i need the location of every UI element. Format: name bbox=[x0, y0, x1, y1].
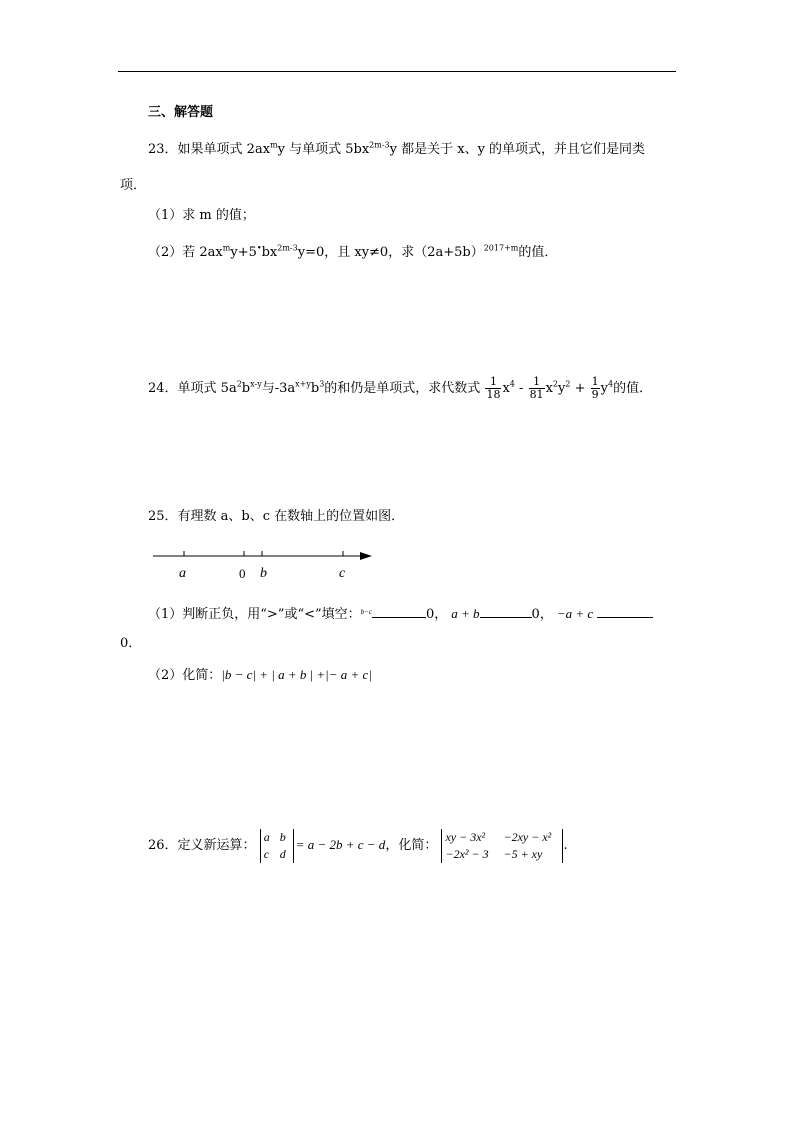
q23-line2: 项． bbox=[120, 178, 147, 193]
fraction-1-9: $\frac{1}{9}$ bbox=[591, 375, 599, 401]
q23-part1: （1）求 m 的值； bbox=[148, 208, 255, 223]
q26-line: 26．定义新运算： a b c d = a − 2b + c − d，化简： xy − 3x² −2xy − x² −2x² − 3 −5 + xy . bbox=[148, 829, 568, 861]
answer-blank-1[interactable] bbox=[372, 605, 426, 618]
q25-part1-end: 0． bbox=[120, 636, 142, 651]
determinant-definition: a b c d bbox=[260, 829, 294, 863]
answer-blank-3[interactable] bbox=[597, 605, 653, 618]
label-b: b bbox=[260, 566, 267, 581]
label-c: c bbox=[339, 566, 346, 581]
label-a: a bbox=[179, 566, 186, 581]
q23-part2: （2）若 $2ax^my+5^•bx^{2m-3}y=0$，且 xy≠0，求$(2a+5b)^{2017+m}$的值． bbox=[148, 243, 558, 260]
determinant-expression: xy − 3x² −2xy − x² −2x² − 3 −5 + xy bbox=[441, 829, 563, 863]
q23-line1: 23．如果单项式 $2ax^my$ 与单项式 $5bx^{2m-3}y$ 都是关于 x、y 的单项式，并且它们是同类 bbox=[148, 140, 646, 157]
label-zero: 0 bbox=[239, 566, 246, 581]
q25-part2: （2）化简：|b − c| + | a + b | +|− a + c| bbox=[148, 667, 372, 683]
answer-blank-2[interactable] bbox=[480, 605, 532, 618]
q25-part1: （1）判断正负，用“>”或“<”填空：$^{b-c}$ 0， a + b 0， −a + c bbox=[148, 603, 653, 624]
fraction-1-18: $\frac{1}{18}$ bbox=[486, 375, 501, 401]
header-rule bbox=[118, 71, 676, 72]
number-line bbox=[150, 546, 380, 586]
fraction-1-81: $\frac{1}{81}$ bbox=[529, 375, 544, 401]
number-line-arrow bbox=[360, 552, 372, 560]
q25-title: 25．有理数 a、b、c 在数轴上的位置如图． bbox=[148, 509, 405, 524]
section-title: 三、解答题 bbox=[148, 105, 214, 120]
q24-line: 24．单项式 $5a^2b^{x-y}$与$-3a^{x+y}b^3$的和仍是单项式，求代数式 $\frac{1}{18}$ $x^4$ - $\frac{1}{81}$ $x^2y^2$ + $\frac{1}{9}$ $y^4$的值． bbox=[148, 375, 653, 401]
